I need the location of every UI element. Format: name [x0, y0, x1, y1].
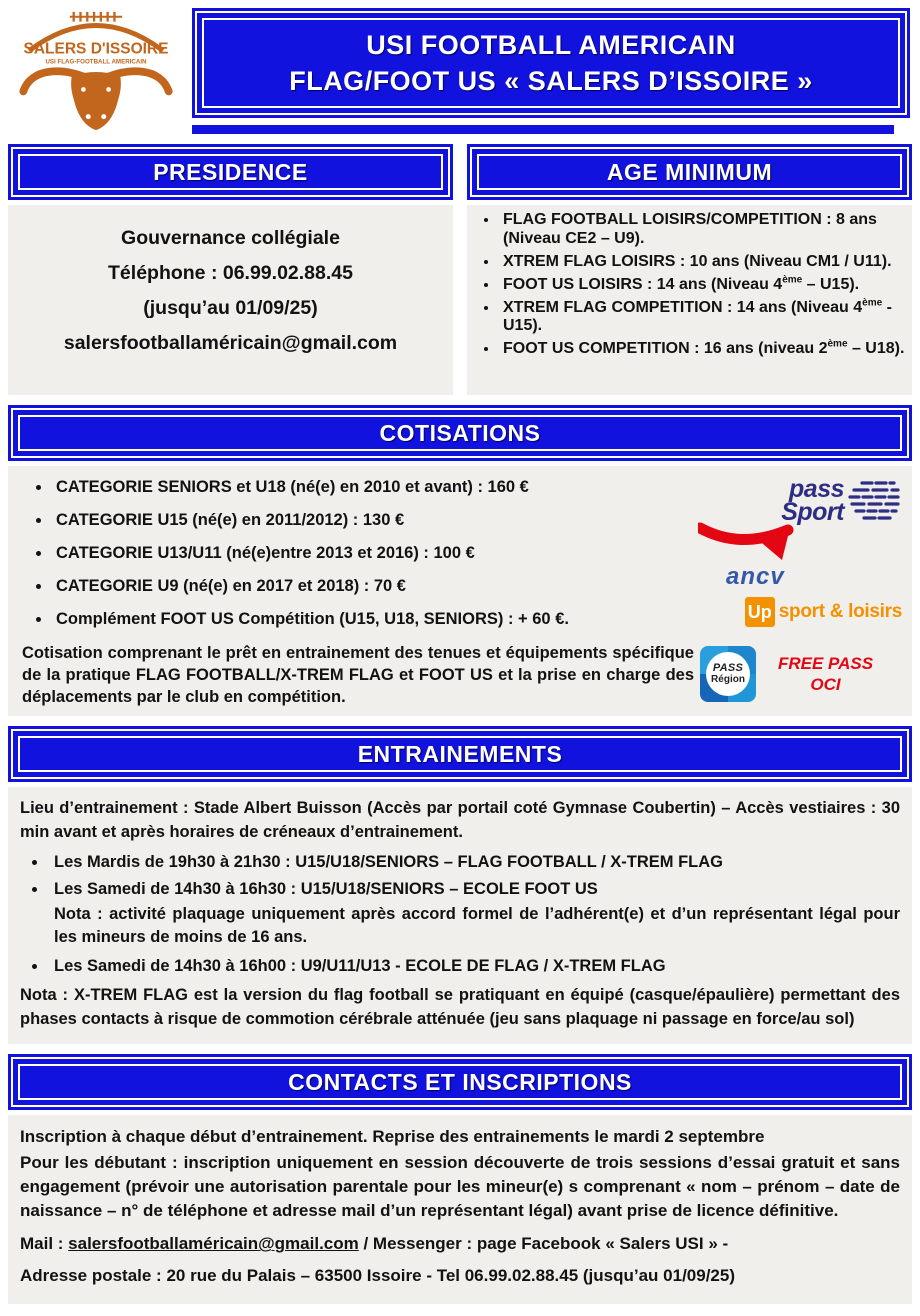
contacts-panel	[8, 1115, 912, 1304]
age-list	[467, 211, 908, 359]
pass-region-logo	[700, 646, 756, 702]
beginners-info: Pour les débutant : inscription uniquement en session découverte de trois sessions d’essai gratuit et sans engagement (prévoir une autorisation parentale pour les mineur(e) s comprenant « nom – prénom – date de naissance – n° de téléphone et adresse mail d’un représentant légal) avant prise de licence définitive.	[20, 1152, 900, 1220]
cotisations-panel	[8, 466, 912, 716]
pass-region-badge: PASS Région	[706, 652, 750, 696]
presidence-section	[8, 144, 453, 395]
sponsor-logos	[698, 468, 910, 708]
age-item: • XTREM FLAG LOISIRS : 10 ans (Niveau CM1 / U11).	[499, 253, 908, 272]
training-location: Lieu d’entrainement : Stade Albert Buisson (Accès par portail coté Gymnase Coubertin) – Accès vestiaires : 30 min avant et après horaires de créneaux d’entrainement.	[20, 799, 900, 842]
age-item: • FOOT US LOISIRS : 14 ans (Niveau 4ème – U15).	[499, 276, 908, 295]
bull-logo-icon	[12, 8, 180, 136]
age-item: • FLAG FOOTBALL LOISIRS/COMPETITION : 8 ans (Niveau CE2 – U9).	[499, 211, 908, 249]
cotisation-item: • CATEGORIE U9 (né(e) en 2017 et 2018) : 70 €	[52, 577, 698, 596]
entrainements-header	[13, 731, 907, 777]
ancv-logo	[698, 518, 902, 591]
age-item: • FOOT US COMPETITION : 16 ans (niveau 2ème – U18).	[499, 340, 908, 359]
presidence-phone: Téléphone : 06.99.02.88.45	[108, 262, 353, 285]
cotisations-header-frame	[8, 405, 912, 461]
mail-label: Mail :	[20, 1234, 69, 1254]
mail-line	[20, 1232, 900, 1256]
ancv-swoosh-icon	[698, 518, 794, 562]
page-title-line2: FLAG/FOOT US « SALERS D’ISSOIRE »	[289, 66, 813, 96]
age-minimum-section	[467, 144, 912, 395]
up-sport-loisirs-logo	[698, 597, 902, 627]
up-icon: Up	[745, 597, 775, 627]
bull-head	[71, 72, 121, 130]
contacts-header	[13, 1059, 907, 1105]
club-logo	[12, 8, 180, 136]
mail-address-link[interactable]: salersfootballaméricain@gmail.com	[68, 1234, 359, 1254]
age-title: AGE MINIMUM	[606, 158, 773, 185]
cotisations-list	[10, 478, 698, 629]
contacts-header-frame	[8, 1054, 912, 1110]
bottom-logos-row	[698, 646, 902, 702]
logo-subtitle: USI FLAG-FOOTBALL AMERICAIN	[45, 58, 147, 66]
cotisation-item: • CATEGORIE SENIORS et U18 (né(e) en 2010 et avant) : 160 €	[52, 478, 698, 497]
training-slot: • Les Mardis de 19h30 à 21h30 : U15/U18/SENIORS – FLAG FOOTBALL / X-TREM FLAG	[48, 853, 900, 872]
xtrem-flag-nota: Nota : X-TREM FLAG est la version du flag football se pratiquant en équipé (casque/épaulière) permettant des phases contacts à risque de commotion cérébrale atténuée (jeu sans plaquage ni passage en force/au sol)	[20, 986, 900, 1029]
logo-title: SALERS D'ISSOIRE	[23, 40, 169, 58]
cotisations-header	[13, 410, 907, 456]
presidence-title: PRESIDENCE	[153, 158, 308, 185]
age-panel	[467, 205, 912, 395]
cotisations-text	[10, 468, 698, 708]
inscription-info: Inscription à chaque début d’entrainement. Reprise des entrainements le mardi 2 septembre	[20, 1127, 765, 1147]
presidence-header	[13, 149, 448, 195]
entrainements-section	[8, 726, 912, 1044]
messenger-info: / Messenger : page Facebook « Salers USI » -	[358, 1234, 729, 1254]
up-wordmark: sport & loisirs	[778, 601, 902, 622]
top-sections-row	[8, 144, 912, 395]
cotisations-title: COTISATIONS	[379, 419, 541, 446]
cotisation-item: • CATEGORIE U13/U11 (né(e)entre 2013 et 2016) : 100 €	[52, 544, 698, 563]
cotisation-item: • Complément FOOT US Compétition (U15, U18, SENIORS) : + 60 €.	[52, 610, 698, 629]
title-frame	[192, 8, 910, 118]
presidence-governance: Gouvernance collégiale	[121, 227, 340, 249]
cotisations-section	[8, 405, 912, 716]
entrainements-panel	[8, 787, 912, 1044]
pass-sport-wordmark: pass Sport	[781, 475, 844, 526]
contacts-section	[8, 1054, 912, 1304]
age-header	[472, 149, 907, 195]
entrainements-title: ENTRAINEMENTS	[357, 740, 563, 767]
title-area	[192, 8, 910, 134]
ancv-wordmark: ancv	[726, 563, 785, 590]
presidence-phone-validity: (jusqu’au 01/09/25)	[143, 297, 318, 320]
page-title	[197, 13, 905, 113]
postal-address: Adresse postale : 20 rue du Palais – 63500 Issoire - Tel 06.99.02.88.45 (jusqu’au 01/09/25)	[20, 1266, 736, 1286]
presidence-email: salersfootballaméricain@gmail.com	[63, 332, 398, 355]
contacts-title: CONTACTS ET INSCRIPTIONS	[288, 1068, 632, 1095]
cotisations-note: Cotisation comprenant le prêt en entrainement des tenues et équipements spécifique de la pratique FLAG FOOTBALL/X-TREM FLAG et FOOT US et la prise en charge des déplacements par le club en compétition.	[22, 644, 694, 706]
age-item: • XTREM FLAG COMPETITION : 14 ans (Niveau 4ème - U15).	[499, 299, 908, 337]
training-nota-plaquage: Nota : activité plaquage uniquement après accord formel de l’adhérent(e) et d’un représentant légal pour les mineurs de moins de 16 ans.	[54, 905, 900, 947]
presidence-header-frame	[8, 144, 453, 200]
cotisation-item: • CATEGORIE U15 (né(e) en 2011/2012) : 130 €	[52, 511, 698, 530]
training-slot: • Les Samedi de 14h30 à 16h30 : U15/U18/SENIORS – ECOLE FOOT US Nota : activité plaquage uniquement après accord formel de l’adhérent(e) et d’un représentant légal pour les mineurs de moins de 16 ans.	[48, 880, 900, 949]
training-schedule-list	[20, 853, 900, 976]
entrainements-header-frame	[8, 726, 912, 782]
training-slot: • Les Samedi de 14h30 à 16h00 : U9/U11/U13 - ECOLE DE FLAG / X-TREM FLAG	[48, 957, 900, 976]
page-title-line1: USI FOOTBALL AMERICAIN	[366, 29, 736, 60]
free-pass-oci-label: FREE PASS OCI	[778, 654, 874, 695]
blue-strip	[192, 125, 894, 134]
presidence-panel	[8, 205, 453, 395]
age-header-frame	[467, 144, 912, 200]
header	[8, 6, 912, 136]
